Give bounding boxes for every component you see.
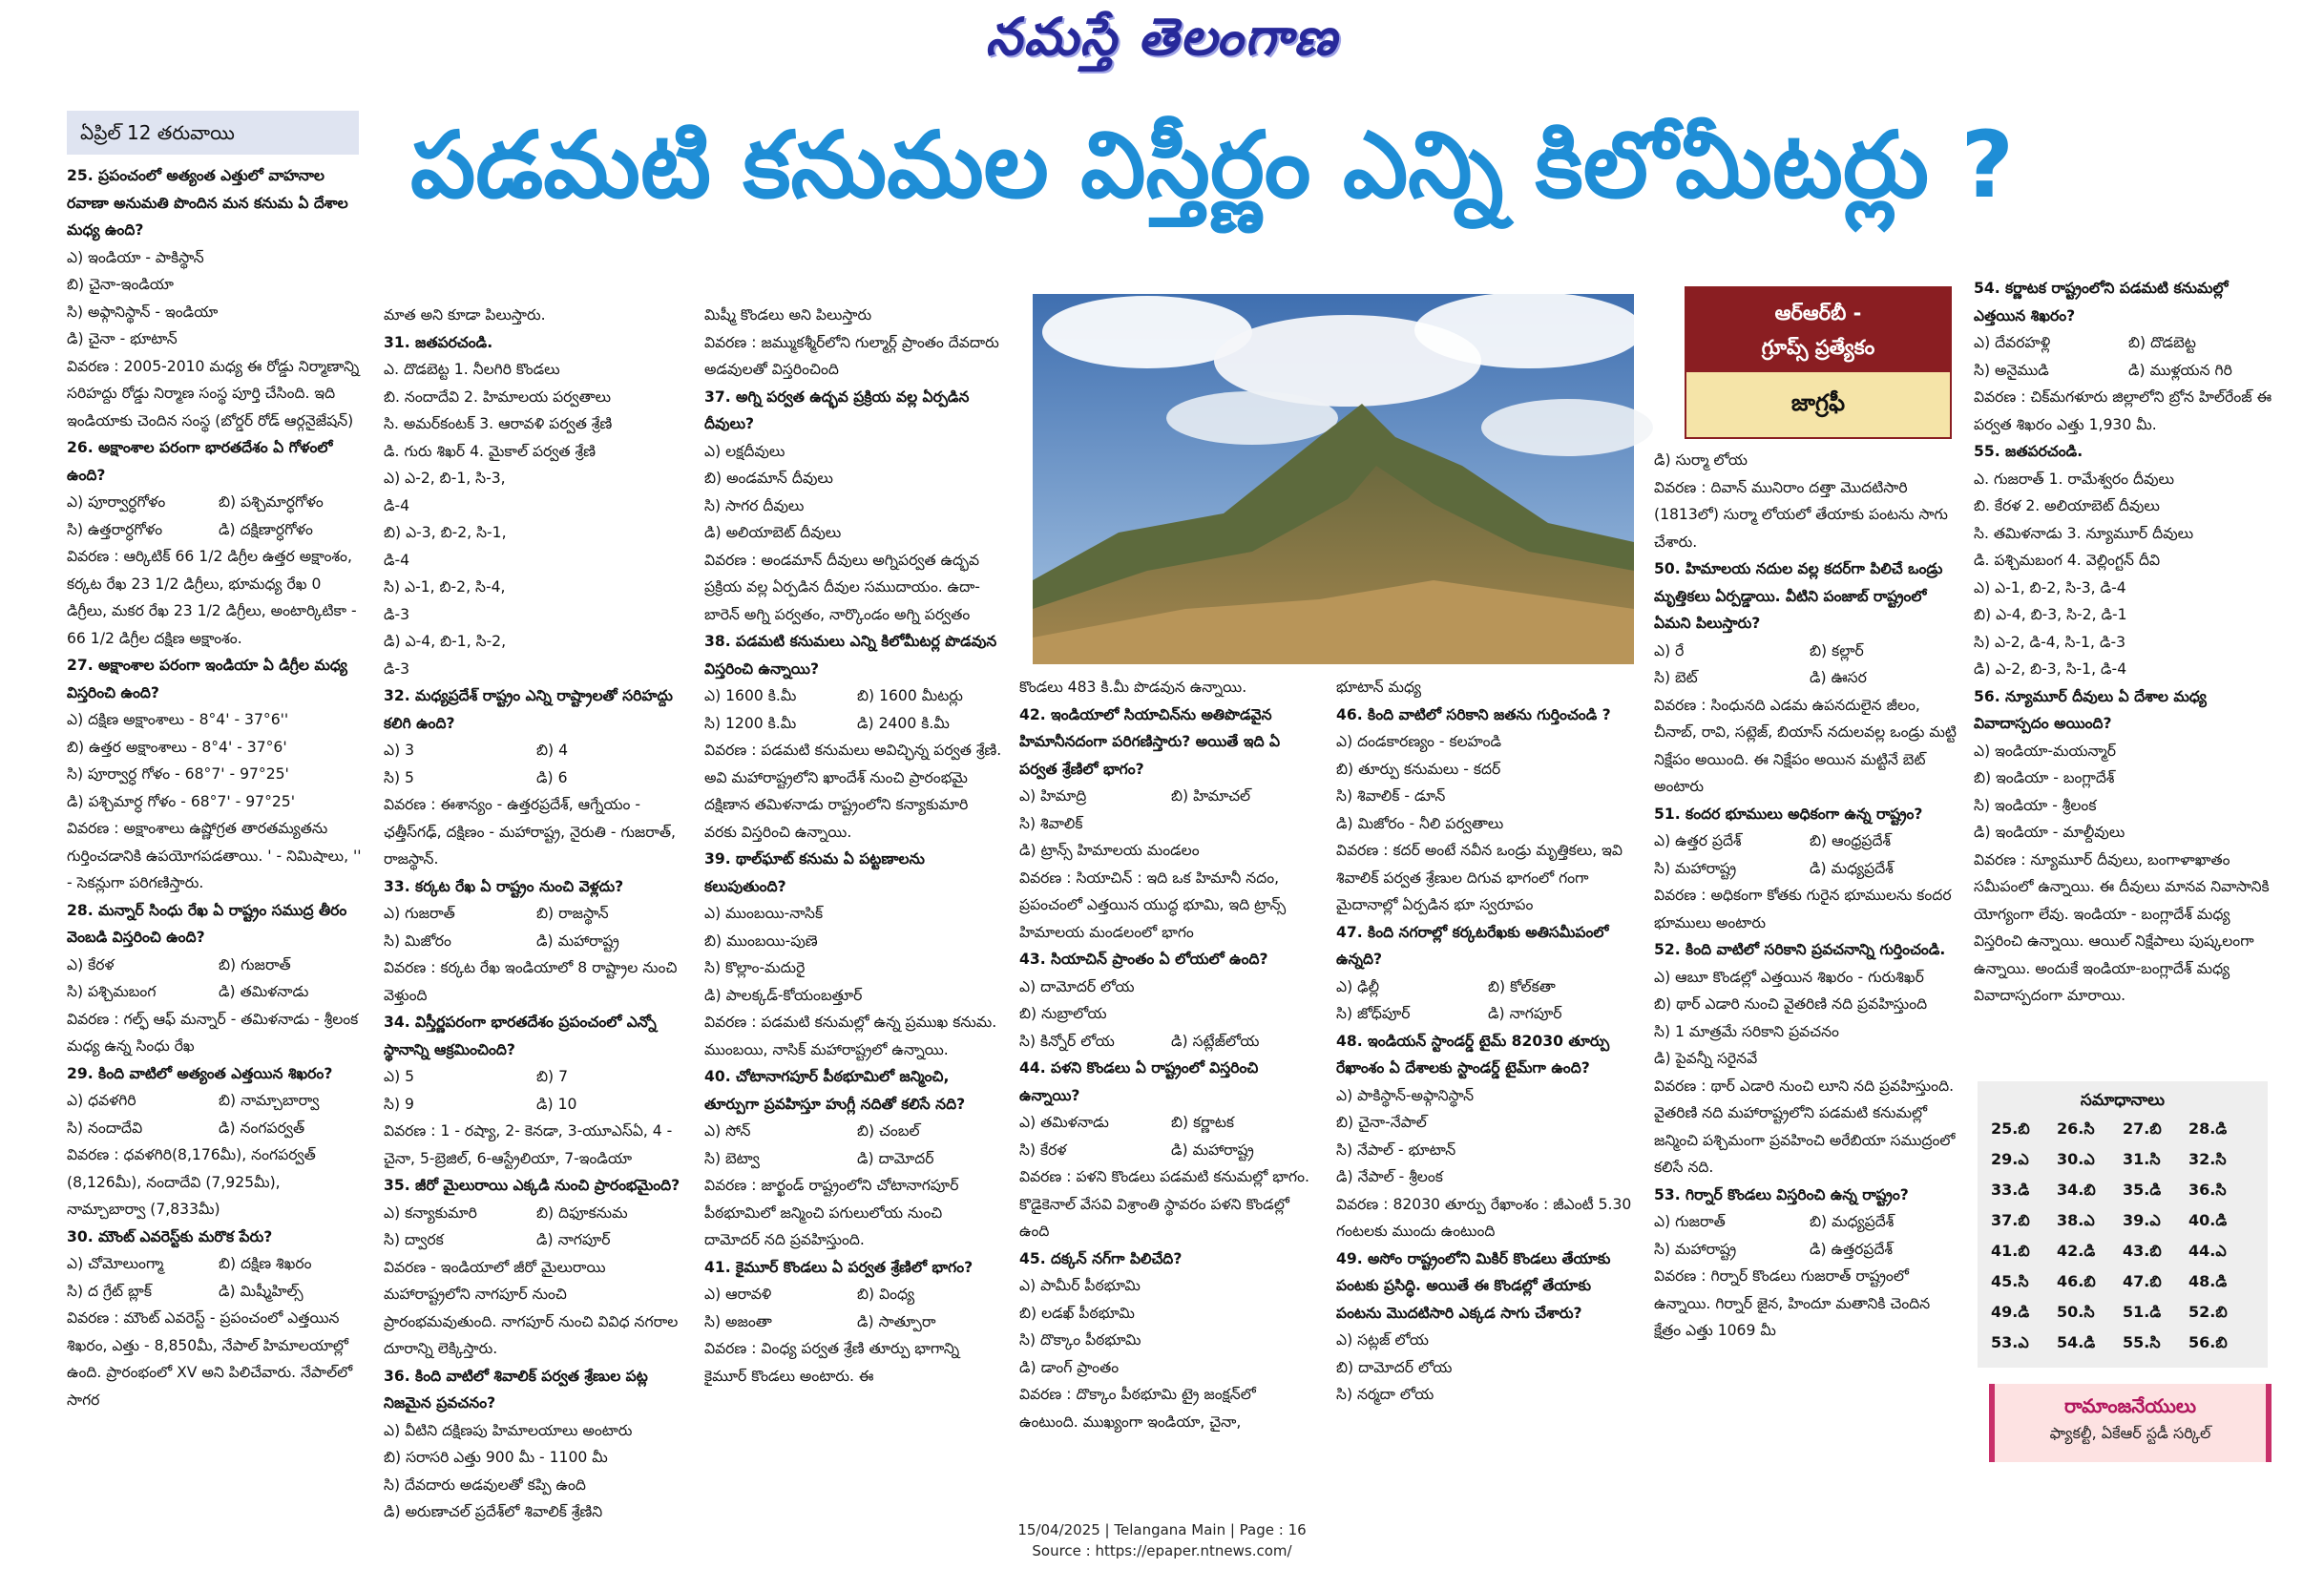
option: సి) 5 (384, 768, 414, 786)
question: 43. సియాచిన్ ప్రాంతం ఏ లోయలో ఉంది? (1019, 951, 1268, 968)
option-grid (384, 737, 681, 791)
option-grid (1019, 1109, 1315, 1163)
option: సి) నేపాల్ - భూటాన్ (1336, 1140, 1456, 1159)
article-column-4 (1019, 674, 1315, 1456)
option: బి) లడఖ్ పీఠభూమి (1019, 1304, 1135, 1322)
answer-item: 49.డి (1991, 1303, 2030, 1321)
answer-key-grid (1991, 1119, 2254, 1355)
option: డి) సాత్పూరా (857, 1312, 936, 1330)
option: ఎ) 3 (384, 742, 415, 759)
option: బి) ఎ-3, బి-2, సి-1, డి-4 (384, 524, 507, 569)
explanation: వివరణ : అక్షాంశాలు ఉష్ణోగ్రత తారతమ్యతను గుర్తించడానికి ఉపయోగపడతాయి. ' - నిమిషాలు, '' - సెకన్లుగా పరిగణిస్తారు. (67, 820, 362, 891)
answer-item: 26.సి (2057, 1119, 2095, 1138)
mountain-landscape-image (1033, 294, 1634, 664)
option: డి) సట్లేజ్‌లోయ (1171, 1032, 1260, 1050)
option: బి) తూర్పు కనుమలు - కదర్ (1336, 760, 1501, 778)
option: డి) ఉత్తరప్రదేశ్ (1810, 1240, 1894, 1258)
question: 40. చోటానాగపూర్ పీఠభూమిలో జన్మించి, తూర్పుగా ప్రవహిస్తూ హుగ్లీ నదితో కలిసే నది? (704, 1068, 966, 1113)
option: బి) చైనా-నేపాల్ (1336, 1114, 1427, 1131)
article-column-6 (1654, 447, 1958, 1456)
question: 45. దక్కన్ నగ్‌గా పిలిచేది? (1019, 1249, 1183, 1267)
article-column-2 (384, 302, 681, 1520)
option: ఎ) హిమాద్రి (1019, 787, 1087, 805)
option: ఎ) ఢిల్లీ (1336, 977, 1380, 995)
option: బి) సరాసరి ఎత్తు 900 మీ - 1100 మీ (384, 1449, 608, 1466)
option: బి) వింధ్య (857, 1286, 915, 1303)
question: 46. కింది వాటిలో సరికాని జతను గుర్తించండి ? (1336, 705, 1611, 723)
answer-item: 42.డి (2057, 1242, 2096, 1260)
author-box (1989, 1384, 2272, 1462)
option: డి) డాంగ్ ప్రాంతం (1019, 1358, 1120, 1376)
option: సి) సాగర దీవులు (704, 496, 805, 514)
option-grid (384, 900, 681, 954)
option: డి) ట్రాన్స్ హిమాలయ మండలం (1019, 842, 1200, 859)
option: సి) శివాలిక్ - డూన్ (1336, 787, 1446, 805)
option: సి) పశ్చిమబంగ (67, 983, 157, 1000)
text-line: డి. పశ్చిమబంగ 4. వెల్లింగ్టన్ దీవి (1974, 552, 2161, 569)
option: డి) దామోదర్ (857, 1149, 934, 1167)
option: సి) 1200 కి.మీ (704, 714, 797, 732)
footer-source-link[interactable]: Source : https://epaper.ntnews.com/ (1032, 1542, 1292, 1559)
rrb-line1: ఆర్ఆర్‌బీ - (1774, 302, 1862, 324)
answer-item: 47.బి (2123, 1272, 2162, 1290)
option (536, 574, 681, 628)
answer-item: 37.బి (1991, 1211, 2030, 1229)
answer-key-box (1978, 1081, 2268, 1368)
option: డి) ఎ-2, బి-3, సి-1, డి-4 (1974, 660, 2127, 678)
question: 51. కందర భూములు అధికంగా ఉన్న రాష్ట్రం? (1654, 805, 1923, 823)
text-line: మాత అని కూడా పిలుస్తారు. (384, 306, 546, 324)
option: సి) కొల్లాం-మదురై (704, 959, 806, 976)
explanation: వివరణ : ఈశాన్యం - ఉత్తరప్రదేశ్, ఆగ్నేయం - ఛత్తీస్‌గఢ్, దక్షిణం - మహారాష్ట్ర, నైరుతి - గుజరాత్, రాజస్థాన్. (384, 796, 677, 868)
question: 39. థాల్‌ఘాట్ కనుమ ఏ పట్టణాలను కలుపుతుంది? (704, 850, 925, 895)
option: బి) ఆంధ్రప్రదేశ్ (1810, 832, 1892, 849)
option: ఎ) గుజరాత్ (384, 905, 455, 922)
page-headline: పడమటి కనుమల విస్తీర్ణం ఎన్ని కిలోమీటర్లు ? (410, 112, 2015, 219)
option: బి) ముంబయి-పుణె (704, 931, 818, 950)
option: బి) పశ్చిమార్ధగోళం (219, 493, 324, 511)
option: ఎ) ఆరావళి (704, 1286, 772, 1303)
option: సి) ఇండియా - శ్రీలంక (1974, 796, 2097, 814)
explanation: వివరణ : చిక్‌మగళూరు జిల్లాలోని బ్రోన హిల్‌రేంజ్ ఈ పర్వత శిఖరం ఎత్తు 1,930 మీ. (1974, 388, 2272, 433)
option: బి) కల్లార్ (1810, 641, 1864, 659)
explanation: వివరణ : ఆర్కిటిక్ 66 1/2 డిగ్రీల ఉత్తర అక్షాంశం, కర్కట రేఖ 23 1/2 డిగ్రీలు, భూమధ్య రేఖ 0 డిగ్రీలు, మకర రేఖ 23 1/2 డిగ్రీలు, అంటార్కిటికా - 66 1/2 డిగ్రీల దక్షిణ అక్షాంశం. (67, 548, 357, 647)
question: 32. మధ్యప్రదేశ్ రాష్ట్రం ఎన్ని రాష్ట్రాలతో సరిహద్దు కలిగి ఉంది? (384, 687, 673, 732)
text-line: బి. కేరళ 2. అలియాబెట్ దీవులు (1974, 497, 2160, 514)
option: సి) ద్వారక (384, 1231, 444, 1248)
option-grid (1019, 783, 1315, 837)
text-line: మిష్మీ కొండలు అని పిలుస్తారు (704, 306, 872, 324)
option: బి) చైనా-ఇండియా (67, 276, 174, 293)
answer-item: 39.ఎ (2123, 1211, 2161, 1229)
option: బి) మధ్యప్రదేశ్ (1810, 1213, 1895, 1230)
option: బి) చంబల్ (857, 1122, 920, 1140)
option: ఎ) పాకిస్థాన్-అఫ్గానిస్థాన్ (1336, 1086, 1475, 1104)
text-line: బి. నందాదేవి 2. హిమాలయ పర్వతాలు (384, 387, 612, 406)
question: 38. పడమటి కనుమలు ఎన్ని కిలోమీటర్ల పొడవున విస్తరించి ఉన్నాయి? (704, 633, 997, 678)
explanation: వివరణ : 82030 తూర్పు రేఖాంశం : జీఎంటీ 5.30 గంటలకు ముందు ఉంటుంది (1336, 1195, 1632, 1240)
explanation: వివరణ : కర్కట రేఖ ఇండియాలో 8 రాష్ట్రాల నుంచి వెళ్తుంది (384, 959, 678, 1004)
option-grid (67, 1250, 363, 1305)
option: డి) 2400 కి.మీ (857, 714, 950, 732)
option: డి) దక్షిణార్ధగోళం (219, 520, 313, 538)
article-column-5 (1336, 674, 1632, 1456)
question: 56. న్యూమూర్ దీవులు ఏ దేశాల మధ్య వివాదాస్పదం అయింది? (1974, 687, 2207, 732)
explanation: వివరణ : జార్ఖండ్ రాష్ట్రంలోని చోటానాగపూర్ పీఠభూమిలో జన్మించి పగులులోయ నుంచి దామోదర్ నది ప్రవహిస్తుంది. (704, 1177, 959, 1248)
option-grid (384, 465, 681, 682)
answer-item: 32.సి (2188, 1150, 2227, 1168)
question: 44. పళని కొండలు ఏ రాష్ట్రంలో విస్తరించి ఉన్నాయి? (1019, 1059, 1259, 1104)
question: 47. కింది నగరాల్లో కర్కటరేఖకు అతిసమీపంలో ఉన్నది? (1336, 923, 1609, 968)
footer-date-line: 15/04/2025 | Telangana Main | Page : 16 (1017, 1521, 1307, 1538)
option: బి) ఎ-4, బి-3, సి-2, డి-1 (1974, 606, 2127, 623)
explanation: వివరణ : పడమటి కనుమల్లో ఉన్న ప్రముఖ కనుమ. ముంబయి, నాసిక్ మహారాష్ట్రలో ఉన్నాయి. (704, 1014, 997, 1058)
answer-item: 29.ఎ (1991, 1150, 2029, 1168)
explanation: వివరణ : జమ్ముకశ్మీర్‌లోని గుల్మార్గ్ ప్రాంతం దేవదారు అడవులతో విస్తరించింది (704, 333, 999, 378)
option: ఎ) దక్షిణ అక్షాంశాలు - 8°4' - 37°6'' (67, 711, 289, 728)
question: 35. జీరో మైలురాయి ఎక్కడి నుంచి ప్రారంభమైంది? (384, 1177, 680, 1194)
question: 53. గిర్నార్ కొండలు విస్తరించి ఉన్న రాష్ట్రం? (1654, 1185, 1909, 1203)
question: 29. కింది వాటిలో అత్యంత ఎత్తయిన శిఖరం? (67, 1064, 333, 1082)
author-affiliation: ఫ్యాకల్టీ, ఏకేఆర్ స్టడీ సర్కిల్ (2049, 1424, 2211, 1442)
question: 54. కర్ణాటక రాష్ట్రంలోని పడమటి కనుమల్లో ఎత్తయిన శిఖరం? (1974, 280, 2229, 324)
question: 31. జతపరచండి. (384, 333, 493, 351)
answer-item: 30.ఎ (2057, 1150, 2095, 1168)
explanation: వివరణ : 2005-2010 మధ్య ఈ రోడ్డు నిర్మాణాన్ని సరిహద్దు రోడ్డు నిర్మాణ సంస్థ పూర్తి చేసింది. ఇది ఇండియాకు చెందిన సంస్థ (బోర్డర్ రోడ్ ఆర్గనైజేషన్) (67, 357, 360, 429)
answer-item: 51.డి (2123, 1303, 2162, 1321)
option (536, 628, 681, 682)
answer-item: 44.ఎ (2188, 1242, 2227, 1260)
question: 50. హిమాలయ నదుల వల్ల కదర్‌గా పిలిచే ఒండ్రు మృత్తికలు ఏర్పడ్డాయి. వీటిని పంజాబ్ రాష్ట్రంలో ఏమని పిలుస్తారు? (1654, 560, 1943, 632)
answer-item: 33.డి (1991, 1181, 2030, 1199)
option: ఎ) ధవళగిరి (67, 1092, 136, 1109)
option: సి) ఎ-1, బి-2, సి-4, డి-3 (384, 578, 506, 623)
answer-item: 45.సి (1991, 1272, 2029, 1290)
text-line: సి. అమర్‌కంటక్ 3. ఆరావళి పర్వత శ్రేణి (384, 415, 613, 432)
option (1171, 810, 1315, 838)
option: ఎ) చోమోలుంగ్మా (67, 1255, 164, 1272)
explanation: వివరణ : ధవళగిరి(8,176మీ), నంగపర్వత్ (8,126మీ), నందాదేవి (7,925మీ), నామ్చాబార్వా (7,833మీ) (67, 1146, 316, 1218)
answer-item: 41.బి (1991, 1242, 2030, 1260)
option: బి) ఇండియా - బంగ్లాదేశ్ (1974, 769, 2115, 786)
option: ఎ) పామీర్ పీఠభూమి (1019, 1277, 1141, 1294)
option: ఎ) దేవరహళ్లి (1974, 334, 2051, 351)
option-grid (1974, 329, 2275, 384)
article-column-7 (1974, 275, 2275, 1038)
option: ఎ) రే (1654, 641, 1685, 659)
option: సి) అఫ్గానిస్థాన్ - ఇండియా (67, 303, 219, 321)
option: సి) అనైముడి (1974, 361, 2049, 379)
option-grid (67, 1087, 363, 1141)
explanation: వివరణ : సింధునది ఎడమ ఉపనదులైన జీలం, చీనాబ్, రావి, సట్లెజ్, బియాస్ నదులవల్ల ఒండ్రు మట్టి నిక్షేపం అయింది. ఈ నిక్షేపం అయిన మట్టినే బెట్ అంటారు (1654, 696, 1957, 795)
option: డి) ముళ్లయన గిరి (2128, 361, 2232, 379)
option: సి) 1 మాత్రమే సరికాని ప్రవచనం (1654, 1022, 1839, 1040)
answer-item: 40.డి (2188, 1211, 2228, 1229)
option: సి) ద గ్రేట్ బ్లాక్ (67, 1282, 153, 1300)
option: ఎ) లక్షదీవులు (704, 442, 785, 460)
explanation: వివరణ : అండమాన్ దీవులు అగ్నిపర్వత ఉద్భవ ప్రక్రియ వల్ల ఏర్పడిన దీవుల సముదాయం. ఉదా- బారెన్ అగ్ని పర్వతం, నార్కొండం అగ్ని పర్వతం (704, 551, 980, 623)
option-grid (704, 1281, 1002, 1335)
explanation: వివరణ : కదర్ అంటే నవీన ఒండ్రు మృత్తికలు, ఇవి శివాలిక్ పర్వత శ్రేణుల దిగువ భాగంలో గంగా మైదానాల్లో ఏర్పడిన భూ స్వరూపం (1336, 842, 1623, 913)
option: డి) నాగపూర్ (1488, 1005, 1562, 1022)
option: సి) జోధ్‌పూర్ (1336, 1005, 1411, 1022)
text-line: కొండలు 483 కి.మీ పొడవున ఉన్నాయి. (1019, 679, 1247, 696)
option: డి) తమిళనాడు (219, 983, 309, 1000)
explanation: వివరణ - ఇండియాలో జీరో మైలురాయి మహారాష్ట్రలోని నాగపూర్ నుంచి ప్రారంభమవుతుంది. నాగపూర్ నుంచి వివిధ నగరాల దూరాన్ని లెక్కిస్తారు. (384, 1258, 679, 1357)
option: డి) 10 (536, 1095, 577, 1113)
option: సి) దేవదారు అడవులతో కప్పి ఉంది (384, 1475, 586, 1494)
text-line: భూటాన్ మధ్య (1336, 679, 1422, 696)
answer-item: 48.డి (2188, 1272, 2228, 1290)
option: ఎ) దండకారణ్యం - కలహండి (1336, 733, 1502, 750)
article-column-1 (67, 162, 363, 1455)
explanation: వివరణ : న్యూమూర్ దీవులు, బంగాళాఖాతం సమీపంలో ఉన్నాయి. ఈ దీవులు మానవ నివాసానికి యోగ్యంగా లేవు. ఇండియా - బంగ్లాదేశ్ మధ్య విస్తరించి ఉన్నాయి. ఆయిల్ నిక్షేపాలు పుష్కలంగా ఉన్నాయి. అందుకే ఇండియా-బంగ్లాదేశ్ మధ్య వివాదాస్పదంగా మారాయి. (1974, 850, 2270, 1004)
option: డి) అరుణాచల్ ప్రదేశ్‌లో శివాలిక్ శ్రేణిని (384, 1503, 603, 1520)
question: 27. అక్షాంశాల పరంగా ఇండియా ఏ డిగ్రీల మధ్య విస్తరించి ఉంది? (67, 657, 347, 701)
explanation: వివరణ : మౌంట్ ఎవరెస్ట్ - ప్రపంచంలో ఎత్తయిన శిఖరం, ఎత్తు - 8,850మీ, నేపాల్ హిమాలయాల్లో ఉంది. ప్రారంభంలో XV అని పిలిచేవారు. నేపాల్‌లో సాగర (67, 1309, 353, 1409)
author-name: రామాంజనేయులు (2063, 1394, 2197, 1417)
masthead-logo: నమస్తే తెలంగాణ (985, 6, 1339, 67)
text-line: డి. గురు శిఖర్ 4. మైకాల్ పర్వత శ్రేణి (384, 442, 596, 460)
question: 55. జతపరచండి. (1974, 443, 2083, 460)
answer-item: 36.సి (2188, 1181, 2227, 1199)
text-line: ఎ. గుజరాత్ 1. రామేశ్వరం దీవులు (1974, 470, 2175, 488)
continuation-tag: ఏప్రిల్ 12 తరువాయి (67, 111, 359, 155)
article-column-3 (704, 302, 1002, 1456)
option: బి) అండమాన్ దీవులు (704, 470, 833, 487)
option: డి) సుర్మా లోయ (1654, 451, 1748, 469)
option: బి) నుబ్రాలోయ (1019, 1005, 1107, 1022)
option: డి) పశ్చిమార్ధ గోళం - 68°7' - 97°25' (67, 792, 295, 810)
option: డి) ఎ-4, బి-1, సి-2, డి-3 (384, 633, 507, 678)
answer-item: 27.బి (2123, 1119, 2162, 1138)
option: ఎ) ఎ-1, బి-2, సి-3, డి-4 (1974, 578, 2126, 596)
option: ఎ) సట్లజ్ లోయ (1336, 1331, 1429, 1349)
option-grid (704, 682, 1002, 737)
option: బి) నామ్చాబార్వా (219, 1092, 320, 1109)
option: సి) మహారాష్ట్ర (1654, 1240, 1737, 1258)
option: ఎ) వీటిని దక్షిణపు హిమాలయాలు అంటారు (384, 1421, 633, 1439)
option: బి) కోల్‌కతా (1488, 977, 1556, 995)
option: బి) 7 (536, 1068, 568, 1085)
option: సి) నర్మదా లోయ (1336, 1386, 1434, 1403)
rrb-line2: గ్రూప్స్ ప్రత్యేకం (1761, 336, 1875, 359)
option: బి) థార్ ఎడారి నుంచి వైతరిణి నది ప్రవహిస్తుంది (1654, 995, 1928, 1013)
explanation: వివరణ : అధికంగా కోతకు గురైన భూములను కందర భూములు అంటారు (1654, 887, 1952, 931)
option: డి) మధ్యప్రదేశ్ (1810, 859, 1894, 877)
option: డి) ఊసర (1810, 669, 1867, 686)
option-grid (67, 952, 363, 1006)
question: 36. కింది వాటిలో శివాలిక్ పర్వత శ్రేణుల పట్ల నిజమైన ప్రవచనం? (384, 1367, 648, 1412)
option: డి) మిష్మీహిల్స్ (219, 1282, 304, 1300)
option: బి) దొడబెట్ట (2128, 334, 2196, 351)
option: డి) మిజోరం - నీలి పర్వతాలు (1336, 814, 1504, 832)
option: బి) రాజస్థాన్ (536, 905, 609, 922)
explanation: వివరణ : దొక్కాం పీఠభూమి ట్రై జంక్షన్‌లో ఉంటుంది. ముఖ్యంగా ఇండియా, చైనా, (1019, 1386, 1256, 1431)
option: ఎ) ఇండియా-మయన్మార్ (1974, 742, 2116, 760)
answer-item: 55.సి (2123, 1333, 2161, 1351)
answer-item: 35.డి (2123, 1181, 2162, 1199)
explanation: వివరణ : పడమటి కనుమలు అవిచ్ఛిన్న పర్వత శ్రేణి. అవి మహారాష్ట్రలోని ఖాందేశ్ నుంచి ప్రారంభమై దక్షిణాన తమిళనాడు రాష్ట్రంలోని కన్యాకుమారి వరకు విస్తరించి ఉన్నాయి. (704, 742, 1002, 841)
option-grid (704, 1118, 1002, 1172)
question: 34. విస్తీర్ణపరంగా భారతదేశం ప్రపంచంలో ఎన్నో స్థానాన్ని ఆక్రమించింది? (384, 1014, 657, 1058)
option: సి) మిజోరం (384, 931, 451, 950)
option: సి) శివాలిక్ (1019, 814, 1083, 832)
option (536, 465, 681, 519)
option: ఎ) తమిళనాడు (1019, 1114, 1109, 1131)
option: ఎ) 5 (384, 1068, 415, 1085)
option: డి) నేపాల్ - శ్రీలంక (1336, 1168, 1443, 1185)
option: ఎ) సోన్ (704, 1122, 751, 1140)
option: డి) చైనా - భూటాన్ (67, 330, 178, 347)
subject-label: జాగ్రఫీ (1686, 372, 1950, 437)
explanation: వివరణ : పళని కొండలు పడమటి కనుమల్లో భాగం. కొడైకెనాల్ వేసవి విశ్రాంతి స్థావరం పళని కొండల్లో ఉంది (1019, 1168, 1309, 1240)
answer-item: 28.డి (2188, 1119, 2228, 1138)
option: సి) ఉత్తరార్ధగోళం (67, 520, 163, 538)
option: డి) పాలక్కడ్-కోయంబత్తూర్ (704, 986, 863, 1004)
option: సి) నందాదేవి (67, 1119, 143, 1137)
answer-item: 46.బి (2057, 1272, 2096, 1290)
question: 25. ప్రపంచంలో అత్యంత ఎత్తులో వాహనాల రవాణా అనుమతి పొందిన మన కనుమ ఏ దేశాల మధ్య ఉంది? (67, 167, 348, 239)
option: డి) మహారాష్ట్ర (536, 931, 619, 950)
option: బి) హిమాచల్ (1171, 787, 1251, 805)
question: 49. అసోం రాష్ట్రంలోని మికిర్ కొండలు తేయాకు పంటకు ప్రసిద్ధి. అయితే ఈ కొండల్లో తేయాకు పంటను మొదటిసారి ఎక్కడ సాగు చేశారు? (1336, 1249, 1611, 1322)
rrb-special-box (1685, 286, 1952, 439)
option: బి) దామోదర్ లోయ (1336, 1358, 1453, 1376)
question: 37. అగ్ని పర్వత ఉద్భవ ప్రక్రియ వల్ల ఏర్పడిన దీవులు? (704, 387, 970, 432)
option-grid (384, 1200, 681, 1254)
option: డి) అలియాబెట్ దీవులు (704, 524, 842, 541)
option-grid (1654, 1208, 1958, 1263)
option: డి) నాగపూర్ (536, 1231, 611, 1248)
answer-item: 25.బి (1991, 1119, 2030, 1138)
option: డి) 6 (536, 768, 568, 786)
option: ఎ) ముంబయి-నాసిక్ (704, 905, 824, 922)
option: డి) ఇండియా - మాల్దీవులు (1974, 824, 2125, 841)
question: 30. మౌంట్ ఎవరెస్ట్‌కు మరొక పేరు? (67, 1227, 273, 1245)
answer-item: 34.బి (2057, 1181, 2096, 1199)
option: బి) దక్షిణ శిఖరం (219, 1255, 312, 1272)
question: 28. మన్నార్ సింధు రేఖ ఏ రాష్ట్రం సముద్ర తీరం వెంబడి విస్తరించి ఉంది? (67, 901, 347, 946)
option: సి) ఎ-2, డి-4, సి-1, డి-3 (1974, 633, 2126, 651)
option-grid (1654, 638, 1958, 692)
option: ఎ) గుజరాత్ (1654, 1213, 1726, 1230)
option: ఎ) కన్యాకుమారి (384, 1203, 477, 1222)
mountain-photo (1033, 294, 1634, 664)
option: బి) గుజరాత్ (219, 955, 291, 973)
option: బి) 1600 మీటర్లు (857, 687, 963, 704)
option: బి) 4 (536, 742, 568, 759)
option: సి) బెట్వా (704, 1149, 760, 1167)
answer-item: 31.సి (2123, 1150, 2161, 1168)
explanation: వివరణ : దివాన్ మునిరాం దత్తా మొదటిసారి (1813లో) సుర్మా లోయలో తేయాకు పంటను సాగు చేశారు. (1654, 478, 1948, 551)
option: ఎ) ఎ-2, బి-1, సి-3, డి-4 (384, 470, 506, 514)
option: బి) కర్ణాటక (1171, 1114, 1234, 1131)
option-grid (1336, 973, 1632, 1028)
option: సి) మహారాష్ట్ర (1654, 859, 1737, 877)
explanation: వివరణ : గిర్నార్ కొండలు గుజరాత్ రాష్ట్రంలో ఉన్నాయి. గిర్నార్ జైన, హిందూ మతానికి చెందిన క్షేత్రం ఎత్తు 1069 మీ (1654, 1267, 1931, 1339)
question: 33. కర్కట రేఖ ఏ రాష్ట్రం నుంచి వెళ్లదు? (384, 877, 624, 895)
option: డి) నంగపర్వత్ (219, 1119, 305, 1137)
option: సి) కేరళ (1019, 1140, 1067, 1159)
option: బి) ఉత్తర అక్షాంశాలు - 8°4' - 37°6' (67, 738, 287, 756)
option: సి) దొక్కాం పీఠభూమి (1019, 1331, 1141, 1349)
question: 42. ఇండియాలో సియాచిన్‌ను అతిపొడవైన హిమానీనదంగా పరిగణిస్తారు? అయితే ఇది ఏ పర్వత శ్రేణిలో భాగం? (1019, 705, 1281, 778)
answer-key-title: సమాధానాలు (2080, 1091, 2166, 1110)
explanation: వివరణ : సియాచిన్ : ఇది ఒక హిమానీ నదం, ప్రపంచంలో ఎత్తయిన యుద్ధ భూమి, ఇది ట్రాన్స్ హిమాలయ మండలంలో భాగం (1019, 868, 1287, 941)
question: 26. అక్షాంశాల పరంగా భారతదేశం ఏ గోళంలో ఉంది? (67, 439, 333, 484)
option: సి) కిన్నోర్ లోయ (1019, 1032, 1115, 1050)
option: ఎ) పూర్వార్ధగోళం (67, 493, 166, 511)
option: ఎ) 1600 కి.మీ (704, 687, 797, 704)
option: సి) అజంతా (704, 1312, 772, 1330)
answer-item: 52.బి (2188, 1303, 2228, 1321)
explanation: వివరణ : 1 - రష్యా, 2- కెనడా, 3-యూఎస్ఏ, 4 - చైనా, 5-బ్రెజిల్, 6-ఆస్ట్రేలియా, 7-ఇండియా (384, 1122, 673, 1167)
question: 41. కైమూర్ కొండలు ఏ పర్వత శ్రేణిలో భాగం? (704, 1258, 974, 1276)
explanation: వివరణ : థార్ ఎడారి నుంచి లూని నది ప్రవహిస్తుంది. వైతరిణి నది మహారాష్ట్రలోని పడమటి కనుమల్లో జన్మించి పశ్చిమంగా ప్రవహించి అరేబియా సముద్రంలో కలిసే నది. (1654, 1077, 1956, 1176)
question: 48. ఇండియన్ స్టాండర్డ్ టైమ్ 82030 తూర్పు రేఖాంశం ఏ దేశాలకు స్టాండర్డ్ టైమ్‌గా ఉంది? (1336, 1032, 1610, 1077)
answer-item: 50.సి (2057, 1303, 2095, 1321)
answer-item: 56.బి (2188, 1333, 2228, 1351)
question: 52. కింది వాటిలో సరికాని ప్రవచనాన్ని గుర్తించండి. (1654, 941, 1946, 958)
option (536, 519, 681, 574)
option-grid (384, 1063, 681, 1118)
answer-item: 54.డి (2057, 1333, 2096, 1351)
answer-item: 53.ఎ (1991, 1333, 2029, 1351)
option: డి) పైవన్నీ సరైనవే (1654, 1050, 1758, 1067)
text-line: ఎ. దొడబెట్ట 1. నీలగిరి కొండలు (384, 361, 560, 378)
option-grid (1654, 827, 1958, 882)
option: డి) మహారాష్ట్ర (1171, 1140, 1254, 1159)
option: ఎ) ఇండియా - పాకిస్థాన్ (67, 248, 204, 266)
option: సి) 9 (384, 1095, 414, 1113)
option: ఎ) దామోదర్ లోయ (1019, 977, 1135, 995)
explanation: వివరణ : వింధ్య పర్వత శ్రేణి తూర్పు భాగాన్ని కైమూర్ కొండలు అంటారు. ఈ (704, 1340, 960, 1385)
option: ఎ) ఉత్తర ప్రదేశ్ (1654, 832, 1742, 849)
option: సి) బెట్ (1654, 669, 1698, 686)
option-grid (1019, 1028, 1315, 1056)
answer-item: 38.ఎ (2057, 1211, 2095, 1229)
option-grid (67, 489, 363, 543)
explanation: వివరణ : గల్ఫ్ ఆఫ్ మన్నార్ - తమిళనాడు - శ్రీలంక మధ్య ఉన్న సింధు రేఖ (67, 1010, 359, 1055)
text-line: సి. తమిళనాడు 3. న్యూమూర్ దీవులు (1974, 524, 2194, 542)
answer-item: 43.బి (2123, 1242, 2162, 1260)
option: ఎ) కేరళ (67, 955, 115, 973)
option: సి) పూర్వార్ధ గోళం - 68°7' - 97°25' (67, 765, 289, 783)
option: బి) దిఫూకనుమ (536, 1203, 628, 1222)
option: ఎ) ఆబూ కొండల్లో ఎత్తయిన శిఖరం - గురుశిఖర్ (1654, 968, 1924, 986)
